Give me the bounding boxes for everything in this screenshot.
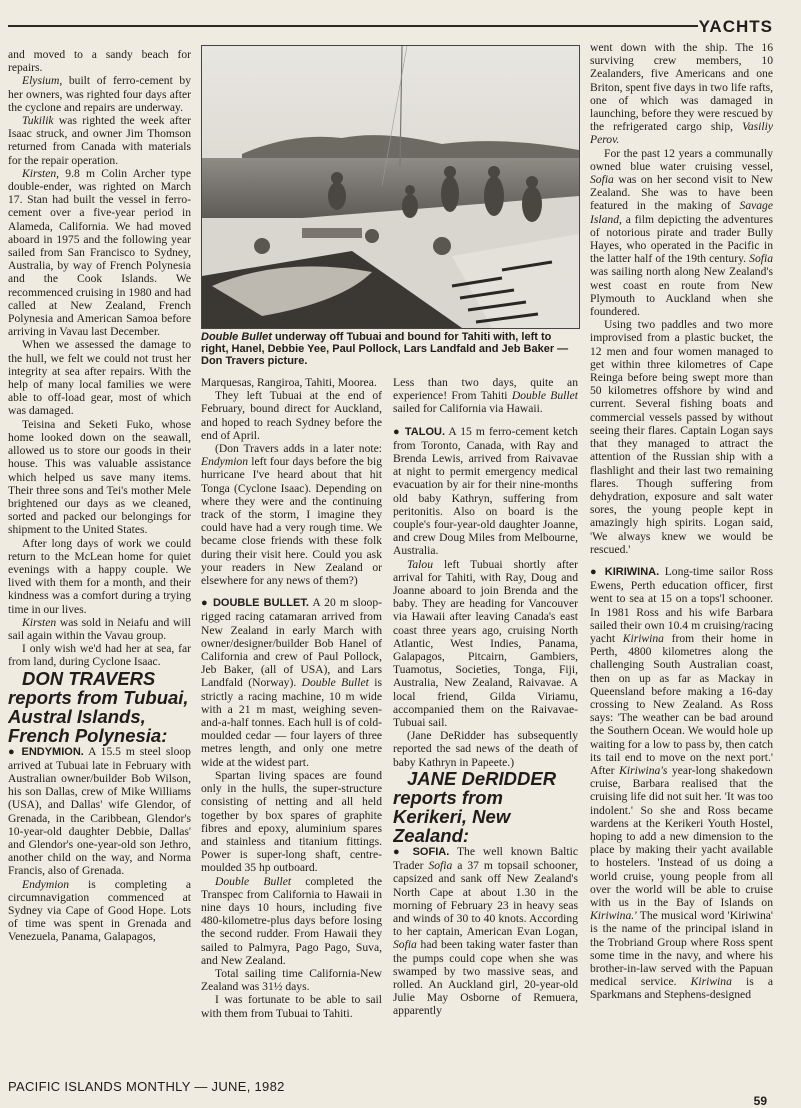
column-2 [201,376,382,1072]
bullet-icon: ● [201,597,209,610]
column-1 [8,48,191,1072]
paragraph: I only wish we'd had her at sea, far from land, during Cyclone Isaac. [8,642,191,669]
catamaran-image [202,46,579,328]
paragraph: ● DOUBLE BULLET. A 20 m sloop-rigged racing catamaran arrived from New Zealand in early March with owner/designer/builder Bob Hanel of California and crew of Paul Pollock, Jeb Baker, (all of USA), and Lars Landfald (Norway). Double Bullet is strictly a racing machine, 10 m wide with a 21 m mast, weighing seven-and-a-half tonnes. Each hull is of cold-moulded cedar — four layers of three metres length, and only one metre wide at the widest part. [201,596,382,769]
column-3 [393,376,578,1072]
bullet-icon: ● [8,745,17,758]
paragraph: ● KIRIWINA. Long-time sailor Ross Ewens, Perth education officer, first went to sea at 15 on a tops'l schooner. In 1981 Ross and his wife Barbara sailed their own 10.4 m cruising/racing yacht Kiriwina from their home in Perth, 4800 kilometres along the challenging South Australian coast, then on up as far as Mackay in Queensland before making a 16-day crossing to New Zealand. As Ross says: 'The weather can be bad around the Southern Ocean. We would hole up waiting for a low to pass by, then catch its tail end to move on the next port.' After Kiriwina's year-long shakedown cruise, Barbara realised that the cruising life did not suit her. 'It was too indolent.' So she and Ross became wardens at the Kerikeri Youth Hostel, hoping to add a new dimension to the place by making their yacht available to hostelers. 'Instead of us doing a world cruise, young people from all over the world will be able to cruise with us in the Bay of Islands on Kiriwina.' The musical word 'Kiriwina' is the name of the principal island in the Trobriand Group where Ross spent some time in the navy, and where his brother-in-law served with the Papuan medical service. Kiriwina is a Sparkmans and Stephens-designed [590,564,773,1002]
paragraph: (Don Travers adds in a later note: Endymion left four days before the big hurricane I've heard about that hit Tonga (Cyclone Isaac). Depending on where they were and the continuing track of the storm, I imagine they could have had a very rough time. We became close friends with these folk during their visit here. Could you ask your readers in New Zealand or elsewhere for any news of them?) [201,442,382,588]
footer-publication: PACIFIC ISLANDS MONTHLY — JUNE, 1982 [8,1079,285,1094]
bullet-icon: ● [393,425,401,438]
photo-caption [201,331,578,368]
page-number: 59 [753,1094,767,1108]
paragraph: Kirsten was sold in Neiafu and will sail again within the Vavau group. [8,615,191,642]
section-label: YACHTS [698,17,773,36]
paragraph: Talou left Tubuai shortly after arrival for Tahiti, with Ray, Doug and Joanne aboard to join Brenda and the baby. They are heading for Vancouver via Hawaii after leaving Canada's east coast three years ago, cruising North Atlantic, West Indies, Panama, Galapagos, Pitcairn, Gambiers, Tuamotus, Societies, Tonga, Fiji, Australia, New Zealand, Raivavae. A local friend, Gilda Viriamu, accompanied them on the Raivavae-Tubuai sail. [393,557,578,730]
paragraph: Teisina and Seketi Fuko, whose home looked down on the seawall, allowed us to store our goods in their house. This was valuable assistance which helped us save many items. Their three sons and Tei's mother Mele brightened our days as we cleaned, sorted and packed our belongings for shipment to the United States. [8,417,191,537]
paragraph: They left Tubuai at the end of February, bound direct for Auckland, and hoped to reach Sydney before the end of April. [201,389,382,442]
paragraph: I was fortunate to be able to sail with them from Tubuai to Tahiti. [201,993,382,1020]
paragraph: (Jane DeRidder has subsequently reported the sad news of the death of baby Kathryn in Papeete.) [393,729,578,769]
paragraph: Spartan living spaces are found only in the hulls, the super-structure consisting of netting and all held together by box spares of graphite fibres and epoxy, aluminium spares and stainless and titanium fittings. Power is super-long shaft, centre-moulded 35 hp outboard. [201,768,382,875]
paragraph: When we assessed the damage to the hull, we felt we could not trust her integrity at sea after repairs. With the help of many local families we were able to off-load gear, most of which was damaged. [8,338,191,418]
caption-vessel-name: Double Bullet [201,331,272,343]
paragraph: Less than two days, quite an experience! From Tahiti Double Bullet sailed for California via Hawaii. [393,376,578,416]
paragraph: Using two paddles and two more improvised from a plastic bucket, the 12 men and four women managed to get within three kilometres of Cape Reinga before being swept more than 50 kilometres offshore by wind and current. Several fishing boats and commercial vessels passed by without seeing their flares. Captain Logan says that they managed to attract the attention of the Russian ship with a flashlight and their last two remaining flares. Though suffering from dehydration, exposure and salt water sores, the young people kept in amazingly high spirits. Logan said, 'We always knew we would be rescued.' [590,318,773,556]
byline-heading: JANE DeRIDDER reports from Kerikeri, New Zealand: [393,767,557,846]
bullet-icon: ● [590,565,600,578]
paragraph: Kirsten, 9.8 m Colin Archer type double-ender, was righted on March 17. Stan had built the vessel in ferro-cement over a five-year period in Alameda, California. We had moved aboard in 1975 and the following year sailed from San Francisco to Sydney, Australia, by way of French Polynesia and the Cook Islands. We recommenced cruising in 1980 and had called at New Zealand, French Polynesia and American Samoa before arriving in Vavau last December. [8,166,191,339]
paragraph: went down with the ship. The 16 surviving crew members, 10 Zealanders, five Americans and one Briton, spent five days in two life rafts, one of which was damaged in launching, before they were rescued by the refrigerated cargo ship, Vasiliy Perov. [590,41,773,147]
paragraph: ● SOFIA. The well known Baltic Trader Sofia a 37 m topsail schooner, capsized and sank off New Zealand's North Cape at about 1.30 in the morning of February 23 in heavy seas and winds of 30 to 40 knots. According to her captain, American Evan Logan, Sofia had been taking water faster than the pumps could cope when she was swamped by two massive seas, and rolled. An Auckland girl, 20-year-old Julie May Osborne of Remuera, apparently [393,844,578,1018]
paragraph: Elysium, built of ferro-cement by her owners, was righted four days after the cyclone and repairs are underway. [8,74,191,114]
paragraph: ● ENDYMION. A 15.5 m steel sloop arrived at Tubuai late in February with Australian owner/builder Bob Wilson, his son Dallas, crew of Mike Williams (USA), and Dallas' wife Glendor, of Grenada, in the Caribbean, Glendor's 10-year-old daughter Debbie, Dallas' and Glendor's one-year-old son Jethro, another child on the way, and Norma Francis, also of Grenada. [8,744,191,878]
caption-text: underway off Tubuai and bound for Tahiti with, left to right, Hanel, Debbie Yee, Paul Pollock, Lars Landfald and Jeb Baker — Don Travers picture. [201,331,569,368]
paragraph: Double Bullet completed the Transpec from California to Hawaii in nine days 10 hours, including five 480-kilometre-plus days before losing the second rudder. From Hawaii they sailed to Palmyra, Pago Pago, Suva, and New Zealand. [201,874,382,967]
header-rule [8,25,698,27]
paragraph: Total sailing time California-New Zealand was 31½ days. [201,966,382,994]
paragraph: After long days of work we could return to the McLean home for quiet evenings with a happy couple. We lived with them for a month, and their kindness was a comfort during a trying time in our lives. [8,536,191,616]
byline-heading: DON TRAVERS reports from Tubuai, Austral Islands, French Polynesia: [8,667,189,746]
paragraph: Tukilik was righted the week after Isaac struck, and owner Jim Thomson returned from Canada with materials for the repair operation. [8,114,191,167]
yacht-photo [201,45,580,329]
bullet-icon: ● [393,845,405,858]
paragraph: For the past 12 years a communally owned blue water cruising vessel, Sofia was on her second visit to New Zealand. She was to have been featured in the making of Savage Island, a film depicting the adventures of notorious pirate and trader Bully Hayes, who operated in the Pacific in the latter half of the 19th century. Sofia was sailing north along New Zealand's west coast en route from New Plymouth to Auckland when she foundered. [590,146,773,319]
paragraph: ● TALOU. A 15 m ferro-cement ketch from Toronto, Canada, with Ray and Brenda Lewis, arrived from Raivavae at night to permit emergency medical evacuation by air for their nine-months old baby Kathryn, suffering from peritonitis. Also on board is the couple's four-year-old daughter Joanne, and crew Doug Miles from Melbourne, Australia. [393,424,578,558]
paragraph: Endymion is completing a circumnavigation commenced at Sydney via Cape of Good Hope. Lots of time was spent in Grenada and Venezuela, Panama, Galapagos, [8,877,191,944]
paragraph: and moved to a sandy beach for repairs. [8,48,191,75]
paragraph: Marquesas, Rangiroa, Tahiti, Moorea. [201,376,377,389]
column-4 [590,41,773,1072]
